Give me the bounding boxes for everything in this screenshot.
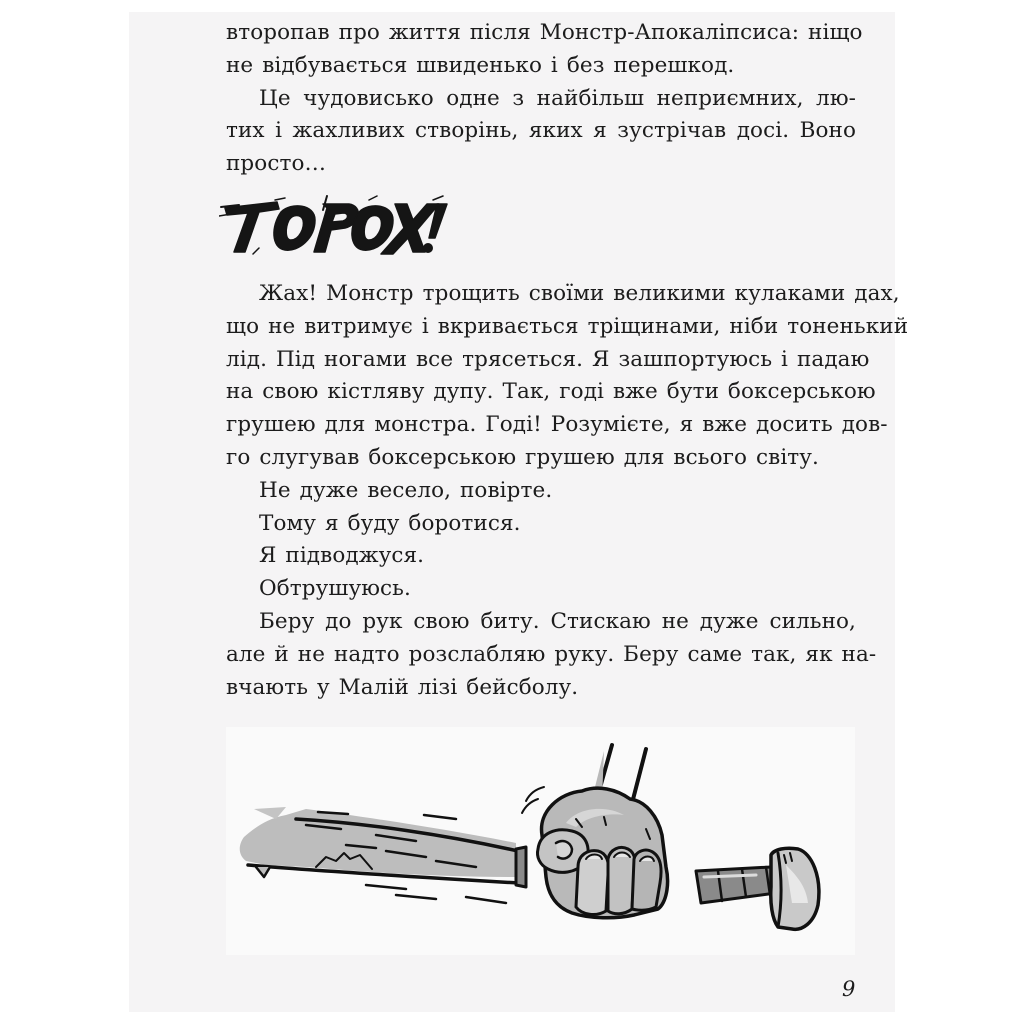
text-block-top [226, 17, 863, 181]
baseball-bat-icon [240, 807, 819, 929]
text-line: лід. Під ногами все трясеться. Я зашпортуюсь і падаю [226, 346, 870, 372]
text-line: грушею для монстра. Годі! Розумієте, я вже досить дов- [226, 412, 888, 438]
text-line: Я підводжуся. [259, 543, 425, 569]
text-line: Це чудовисько одне з найбільш неприємних, лю- [259, 85, 856, 111]
text-line: Обтрушуюсь. [259, 576, 411, 602]
text-line: го слугував боксерською грушею для всього світу. [226, 444, 819, 470]
sound-effect-torokh [219, 190, 449, 260]
illustration-fist-bat [226, 727, 855, 955]
text-line: второпав про життя після Монстр-Апокаліпсиса: ніщо [226, 20, 863, 45]
text-block-bottom [226, 278, 909, 704]
page-number: 9 [842, 977, 856, 1001]
text-line: не відбувається швиденько і без перешкод. [226, 52, 735, 78]
text-line: Не дуже весело, повірте. [259, 477, 553, 503]
book-page [129, 12, 909, 1012]
text-line: тих і жахливих створінь, яких я зустрічав досі. Воно [226, 118, 856, 144]
text-line: що не витримує і вкривається тріщинами, ніби тоненький [226, 313, 909, 339]
fist-icon [522, 745, 668, 918]
text-line: Беру до рук свою биту. Стискаю не дуже сильно, [259, 608, 856, 634]
text-line: Жах! Монстр трощить своїми великими кулаками дах, [259, 281, 900, 306]
text-line: на свою кістляву дупу. Так, годі вже бути боксерською [226, 379, 876, 405]
text-line: вчають у Малій лізі бейсболу. [226, 674, 579, 700]
text-line: просто… [226, 151, 327, 177]
text-line: Тому я буду боротися. [259, 510, 521, 536]
text-line: але й не надто розслабляю руку. Беру саме так, як на- [226, 641, 877, 667]
